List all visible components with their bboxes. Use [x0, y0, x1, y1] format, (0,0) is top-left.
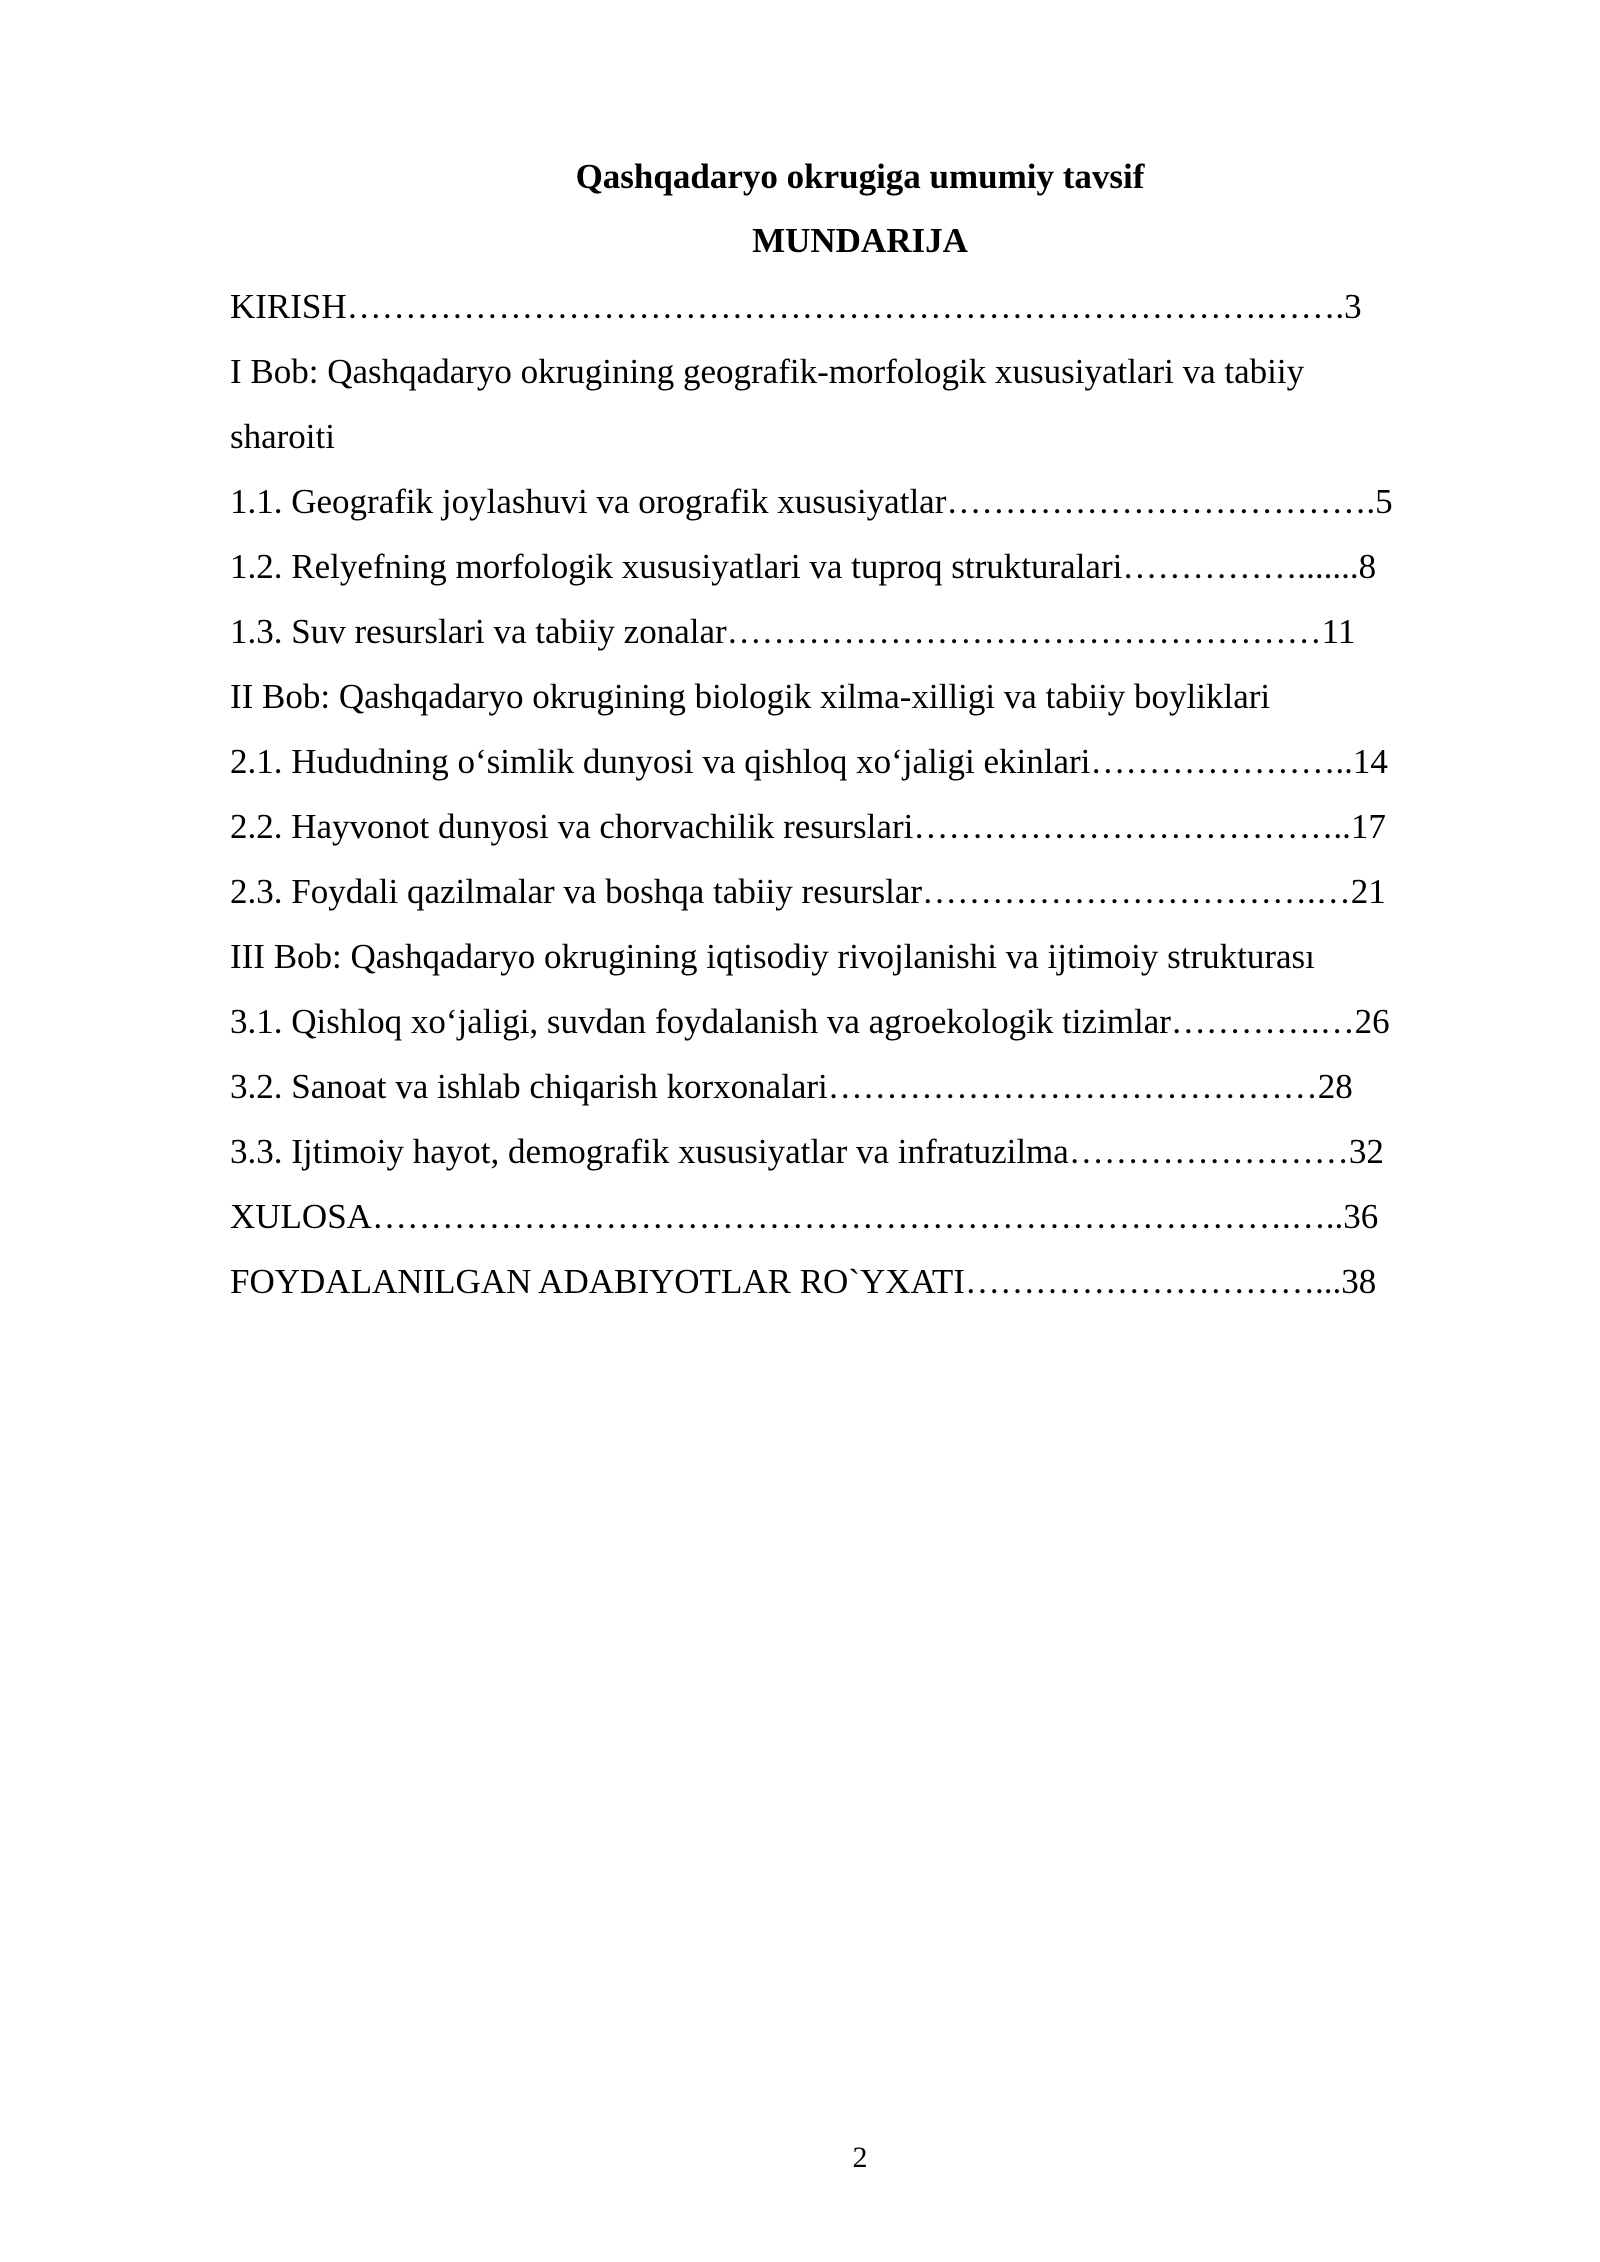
toc-entry-2-1: 2.1. Hududning o‘simlik dunyosi va qishloq xo‘jaligi ekinlari…………………..14	[230, 742, 1388, 781]
page-number: 2	[852, 2141, 868, 2174]
toc-chapter-3-title: III Bob: Qashqadaryo okrugining iqtisodiy rivojlanishi va ijtimoiy strukturası	[230, 937, 1315, 976]
toc-entry-3-2: 3.2. Sanoat va ishlab chiqarish korxonalari……………………………………28	[230, 1067, 1353, 1106]
table-of-contents	[230, 282, 1500, 1322]
toc-entry-3-1: 3.1. Qishloq xo‘jaligi, suvdan foydalanish va agroekologik tizimlar………….…26	[230, 1002, 1390, 1041]
toc-entry-2-3: 2.3. Foydali qazilmalar va boshqa tabiiy resurslar…………………………….…21	[230, 872, 1386, 911]
toc-chapter-2-title: II Bob: Qashqadaryo okrugining biologik xilma-xilligi va tabiiy boyliklari	[230, 677, 1271, 716]
toc-entry-1-3: 1.3. Suv resurslari va tabiiy zonalar……………………………………………11	[230, 612, 1356, 651]
toc-entry-references: FOYDALANILGAN ADABIYOTLAR RO`YXATI…………………………...38	[230, 1262, 1377, 1301]
toc-entry-introduction: KIRISH…………………………………………………………………….…….3	[230, 287, 1362, 326]
toc-chapter-1-title: I Bob: Qashqadaryo okrugining geografik-morfologik xususiyatlari va tabiiy	[230, 352, 1305, 391]
toc-entry-2-2: 2.2. Hayvonot dunyosi va chorvachilik resurslari………………………………..17	[230, 807, 1386, 846]
document-title: Qashqadaryo okrugiga umumiy tavsif	[575, 157, 1145, 196]
toc-entry-conclusion: XULOSA…………………………………………………………………….…..36	[230, 1197, 1379, 1236]
toc-entry-1-1: 1.1. Geografik joylashuvi va orografik xususiyatlar……………………………….5	[230, 482, 1393, 521]
toc-chapter-1-title-continued: sharoiti	[230, 417, 335, 456]
toc-entry-1-2: 1.2. Relyefning morfologik xususiyatlari va tuproq strukturalari…………….......8	[230, 547, 1377, 586]
toc-entry-3-3: 3.3. Ijtimoiy hayot, demografik xususiyatlar va infratuzilma……………………32	[230, 1132, 1384, 1171]
toc-heading: MUNDARIJA	[752, 221, 968, 260]
